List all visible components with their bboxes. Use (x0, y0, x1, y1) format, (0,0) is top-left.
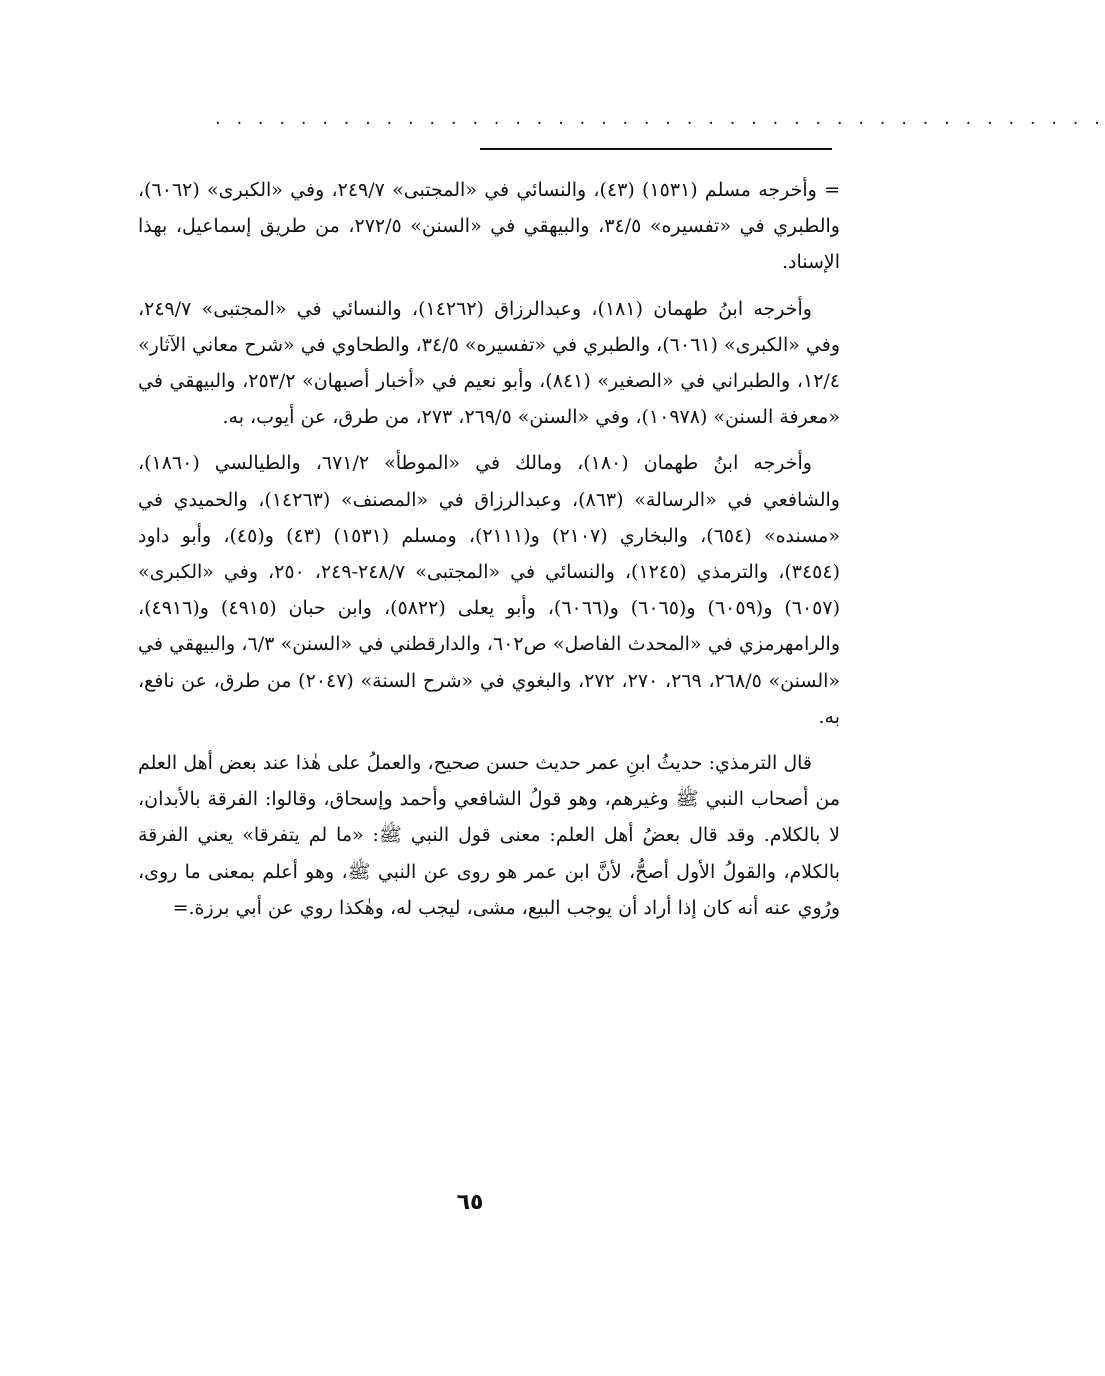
footnote-paragraph-4: قال الترمذي: حديثُ ابنِ عمر حديث حسن صحيح، والعملُ على هٰذا عند بعض أهل العلم من أصحاب النبي ﷺ وغيرهم، وهو قولُ الشافعي وأحمد وإسحاق، وقالوا: الفرقة بالأبدان، لا بالكلام. وقد قال بعضُ أهل العلم: معنى قول النبي ﷺ: «ما لم يتفرقا» يعني الفرقة بالكلام، والقولُ الأول أصحُّ، لأنَّ ابن عمر هو روى عن النبي ﷺ، وهو أعلم بمعنى ما روى، ورُوي عنه أنه كان إذا أراد أن يوجب البيع، مشى، ليجب له، وهٰكذا روي عن أبي برزة.= (138, 752, 840, 919)
footnote-paragraph-1: = وأخرجه مسلم (١٥٣١) (٤٣)، والنسائي في «المجتبى» ٢٤٩/٧، وفي «الكبرى» (٦٠٦٢)، والطبري في «تفسيره» ٣٤/٥، والبيهقي في «السنن» ٢٧٢/٥، من طريق إسماعيل، بهذا الإسناد. (138, 179, 840, 274)
footnote-rule (480, 148, 832, 150)
footnote-body (138, 172, 840, 926)
footnote-paragraph-3: وأخرجه ابنُ طهمان (١٨٠)، ومالك في «الموطأ» ٦٧١/٢، والطيالسي (١٨٦٠)، والشافعي في «الرسالة» (٨٦٣)، وعبدالرزاق في «المصنف» (١٤٢٦٣)، والحميدي في «مسنده» (٦٥٤)، والبخاري (٢١٠٧) و(٢١١١)، ومسلم (١٥٣١) (٤٣) و(٤٥)، وأبو داود (٣٤٥٤)، والترمذي (١٢٤٥)، والنسائي في «المجتبى» ٢٤٨/٧-٢٤٩، ٢٥٠، وفي «الكبرى» (٦٠٥٧) و(٦٠٥٩) و(٦٠٦٥) و(٦٠٦٦)، وأبو يعلى (٥٨٢٢)، وابن حبان (٤٩١٥) و(٤٩١٦)، والرامهرمزي في «المحدث الفاصل» ص٦٠٢، والدارقطني في «السنن» ٦/٣، والبيهقي في «السنن» ٢٦٨/٥، ٢٦٩، ٢٧٠، ٢٧٢، والبغوي في «شرح السنة» (٢٠٤٧) من طرق، عن نافع، به. (138, 452, 841, 728)
page-number: ٦٥ (456, 1190, 484, 1215)
footnote-paragraph-2: وأخرجه ابنُ طهمان (١٨١)، وعبدالرزاق (١٤٢٦٢)، والنسائي في «المجتبى» ٢٤٩/٧، وفي «الكبرى» (٦٠٦١)، والطبري في «تفسيره» ٣٤/٥، والطحاوي في «شرح معاني الآثار» ١٢/٤، والطبراني في «الصغير» (٨٤١)، وأبو نعيم في «أخبار أصبهان» ٢٥٣/٢، والبيهقي في «معرفة السنن» (١٠٩٧٨)، وفي «السنن» ٢٦٩/٥، ٢٧٣، من طرق، عن أيوب، به. (138, 297, 841, 429)
footnote-dots-separator: . . . . . . . . . . . . . . . . . . . . . . . . . . . . . . . . . . . . . . . . . . (215, 108, 1105, 129)
